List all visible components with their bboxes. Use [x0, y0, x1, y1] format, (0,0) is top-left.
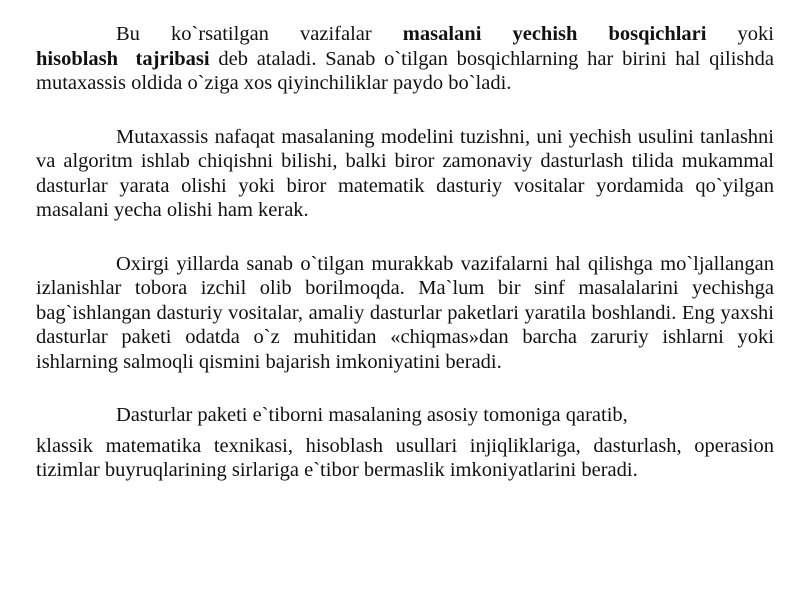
paragraph-4-continuation-text: klassik matematika texnikasi, hisoblash usullari injiqliklariga, dasturlash, operasion tizimlar buyruqlarining sirlariga e`tibor bermaslik imkoniyatlarini beradi. — [36, 434, 774, 481]
paragraph-4-first-line — [36, 403, 774, 428]
paragraph-1 — [36, 22, 774, 96]
bold-term-masalani-yechish-bosqichlari: masalani yechish bosqichlari — [402, 23, 707, 45]
paragraph-4-continuation — [36, 434, 774, 483]
paragraph-2 — [36, 125, 774, 223]
bold-term-hisoblash-tajribasi: hisoblash tajribasi — [36, 47, 210, 70]
paragraph-4-first-line-text: Dasturlar paketi e`tiborni masalaning asosiy tomoniga qaratib, — [116, 404, 628, 426]
paragraph-3 — [36, 252, 774, 375]
paragraph-3-text: Oxirgi yillarda sanab o`tilgan murakkab vazifalarni hal qilishga mo`ljallangan izlanishlar tobora izchil olib borilmoqda. Ma`lum bir sinf masalalarini yechishga bag`ishlangan dasturiy vositalar, amaliy dasturlar paketlari yaratila boshlandi. Eng yaxshi dasturlar paketi odatda o`z muhitidan «chiqmas»dan barcha zaruriy ishlarni yoki ishlarning salmoqli qismini bajarish imkoniyatini beradi. — [36, 252, 774, 373]
paragraph-1-text-end: deb ataladi. Sanab o`tilgan bosqichlarning har birini hal qilishda mutaxassis oldida o`ziga xos qiyinchiliklar paydo bo`ladi. — [36, 47, 774, 94]
paragraph-1-text-start: Bu ko`rsatilgan vazifalar — [116, 23, 403, 45]
paragraph-2-text: Mutaxassis nafaqat masalaning modelini tuzishni, uni yechish usulini tanlashni va algoritm ishlab chiqishni bilishi, balki biror zamonaviy dasturlash tilida mukammal dasturlar yarata olishi yoki biror matematik dasturiy vositalar yordamida qo`yilgan masalani yecha olishi ham kerak. — [36, 125, 774, 221]
paragraph-1-text-mid: yoki — [706, 23, 775, 45]
